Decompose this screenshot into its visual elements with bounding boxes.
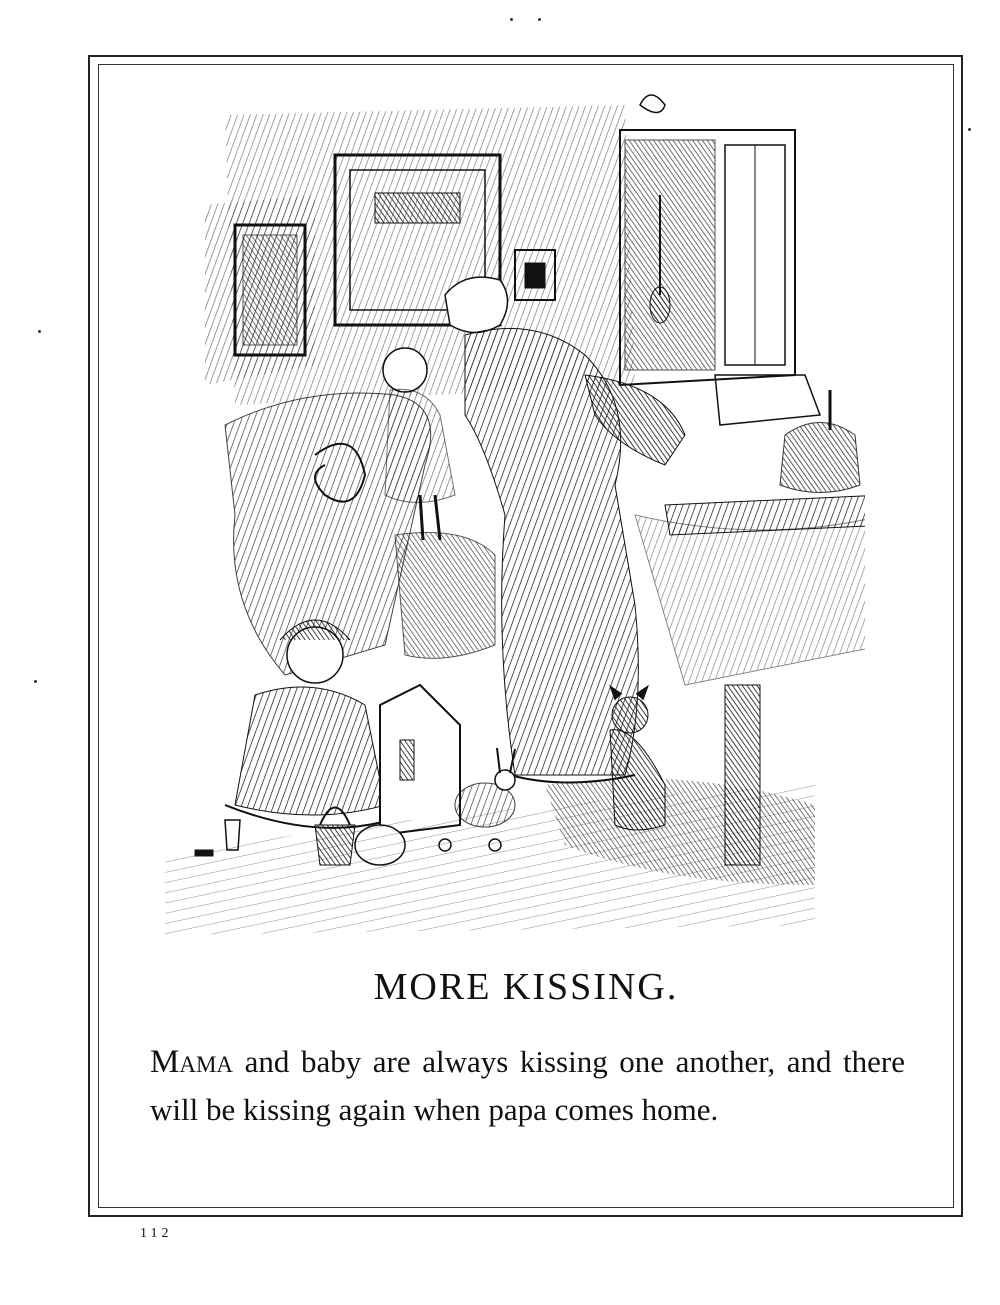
scan-speck [34,680,37,683]
page-number: 112 [140,1226,173,1241]
engraving-illustration [165,85,865,935]
sofa [225,393,495,675]
scan-speck [968,128,971,131]
scan-speck [38,330,41,333]
scan-speck [510,18,513,21]
toy-house [380,685,460,835]
caption-paragraph [150,1038,905,1133]
child-figure [225,620,405,828]
cabinet [620,95,820,425]
caption-body: and baby are always kissing one another, and there will be kissing again when papa comes home. [150,1044,905,1127]
caption-first-word: Mama [150,1044,234,1080]
caption-title: MORE KISSING. [373,966,679,1008]
scan-speck [538,18,541,21]
